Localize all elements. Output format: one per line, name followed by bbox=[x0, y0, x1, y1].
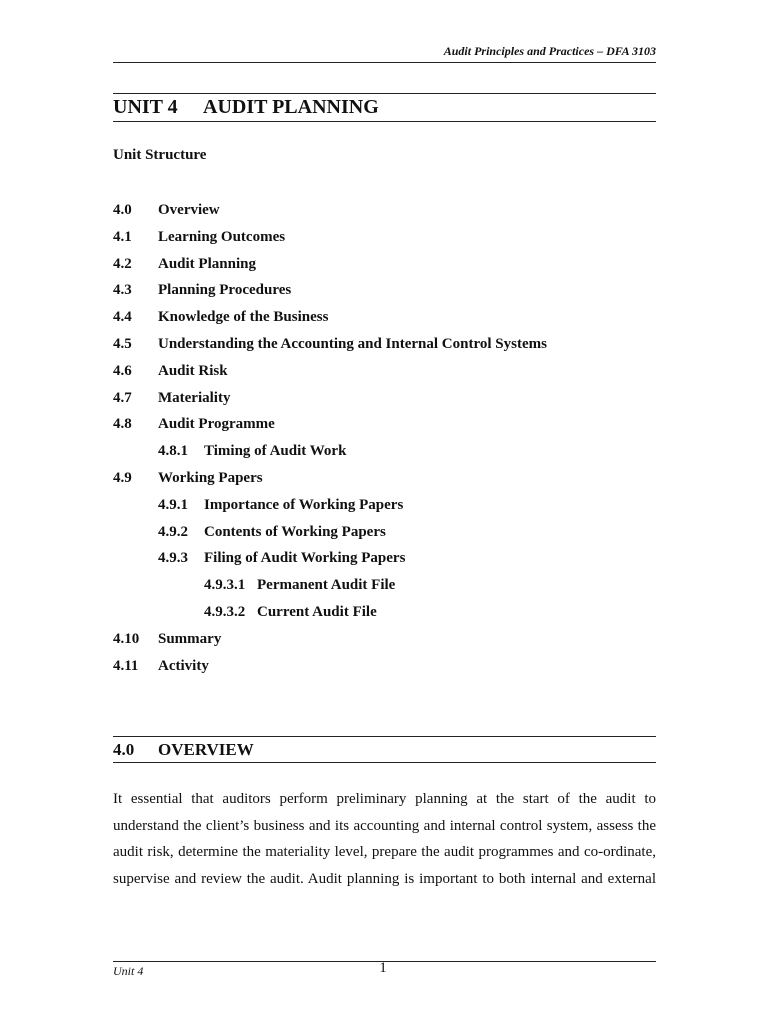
toc-item-label: Timing of Audit Work bbox=[204, 443, 347, 460]
section-title: OVERVIEW bbox=[158, 740, 254, 759]
toc-item-number: 4.9.3.1 bbox=[204, 577, 246, 594]
toc-item-label: Permanent Audit File bbox=[257, 577, 396, 594]
toc-item-number: 4.9 bbox=[113, 470, 132, 486]
toc-item-label: Contents of Working Papers bbox=[204, 523, 386, 540]
toc-item bbox=[113, 200, 220, 220]
toc-item-number: 4.6 bbox=[113, 362, 132, 379]
toc-item bbox=[204, 602, 377, 622]
paragraph-line: understand the client’s business and its accounting and internal control system, assess the bbox=[113, 817, 656, 834]
toc-item-label: Working Papers bbox=[158, 470, 263, 486]
toc-item bbox=[158, 522, 386, 542]
toc-item-number: 4.9.3.2 bbox=[204, 604, 246, 620]
toc-item bbox=[158, 495, 403, 515]
paragraph-line: audit risk, determine the materiality level, prepare the audit programmes and co-ordinate, bbox=[113, 844, 656, 860]
toc-item bbox=[113, 656, 209, 676]
toc-item-label: Overview bbox=[158, 202, 220, 218]
toc-item bbox=[158, 441, 346, 461]
unit-structure-title: Unit Structure bbox=[113, 147, 207, 163]
toc-item-number: 4.8 bbox=[113, 416, 132, 433]
paragraph-line: supervise and review the audit. Audit planning is important to both internal and external bbox=[113, 870, 656, 887]
toc-item bbox=[158, 548, 405, 568]
toc-item bbox=[204, 575, 395, 595]
toc-item-number: 4.9.2 bbox=[158, 523, 188, 540]
toc-item-label: Understanding the Accounting and Internal Control Systems bbox=[158, 336, 547, 352]
toc-item-number: 4.2 bbox=[113, 255, 132, 272]
toc-item bbox=[113, 280, 291, 300]
toc-item bbox=[113, 388, 230, 408]
toc-item-label: Importance of Working Papers bbox=[204, 496, 404, 513]
page-number: 1 bbox=[379, 960, 387, 976]
toc-item-label: Current Audit File bbox=[257, 604, 377, 620]
toc-item-label: Materiality bbox=[158, 389, 231, 406]
toc-item-number: 4.9.1 bbox=[158, 496, 188, 513]
toc-item-label: Filing of Audit Working Papers bbox=[204, 550, 406, 567]
section-number: 4.0 bbox=[113, 740, 135, 759]
toc-item-number: 4.11 bbox=[113, 657, 139, 674]
toc-item-number: 4.1 bbox=[113, 228, 132, 245]
toc-item bbox=[113, 629, 221, 649]
toc-item-label: Knowledge of the Business bbox=[158, 309, 329, 326]
toc-item-label: Audit Programme bbox=[158, 416, 275, 433]
toc-item-label: Planning Procedures bbox=[158, 282, 292, 299]
running-header: Audit Principles and Practices – DFA 3103 bbox=[113, 44, 656, 63]
toc-item-label: Audit Risk bbox=[158, 362, 228, 379]
toc-item bbox=[113, 227, 285, 247]
toc-item bbox=[113, 468, 263, 488]
toc-item-number: 4.8.1 bbox=[158, 443, 188, 460]
toc-item-number: 4.0 bbox=[113, 202, 132, 218]
overview-paragraph bbox=[113, 786, 656, 892]
toc-item-number: 4.4 bbox=[113, 309, 132, 326]
toc-item bbox=[113, 334, 547, 354]
toc-item-label: Activity bbox=[158, 657, 209, 674]
toc-item-number: 4.10 bbox=[113, 630, 140, 647]
toc-item-number: 4.9.3 bbox=[158, 550, 188, 567]
toc-item-label: Audit Planning bbox=[158, 255, 256, 272]
toc-item-number: 4.3 bbox=[113, 282, 132, 299]
paragraph-line: It essential that auditors perform preliminary planning at the start of the audit to bbox=[113, 791, 656, 807]
toc-item-number: 4.5 bbox=[113, 336, 132, 352]
toc-item bbox=[113, 414, 275, 434]
section-heading-overview bbox=[113, 736, 656, 763]
unit-heading bbox=[113, 93, 656, 122]
unit-title: AUDIT PLANNING bbox=[203, 96, 379, 118]
footer-unit-label: Unit 4 bbox=[113, 964, 144, 978]
toc-item-label: Learning Outcomes bbox=[158, 228, 286, 245]
toc-item bbox=[113, 254, 256, 274]
toc-item bbox=[113, 361, 228, 381]
toc-item-label: Summary bbox=[158, 630, 222, 647]
toc-item bbox=[113, 307, 328, 327]
toc-item-number: 4.7 bbox=[113, 389, 132, 406]
unit-number: UNIT 4 bbox=[113, 96, 178, 118]
